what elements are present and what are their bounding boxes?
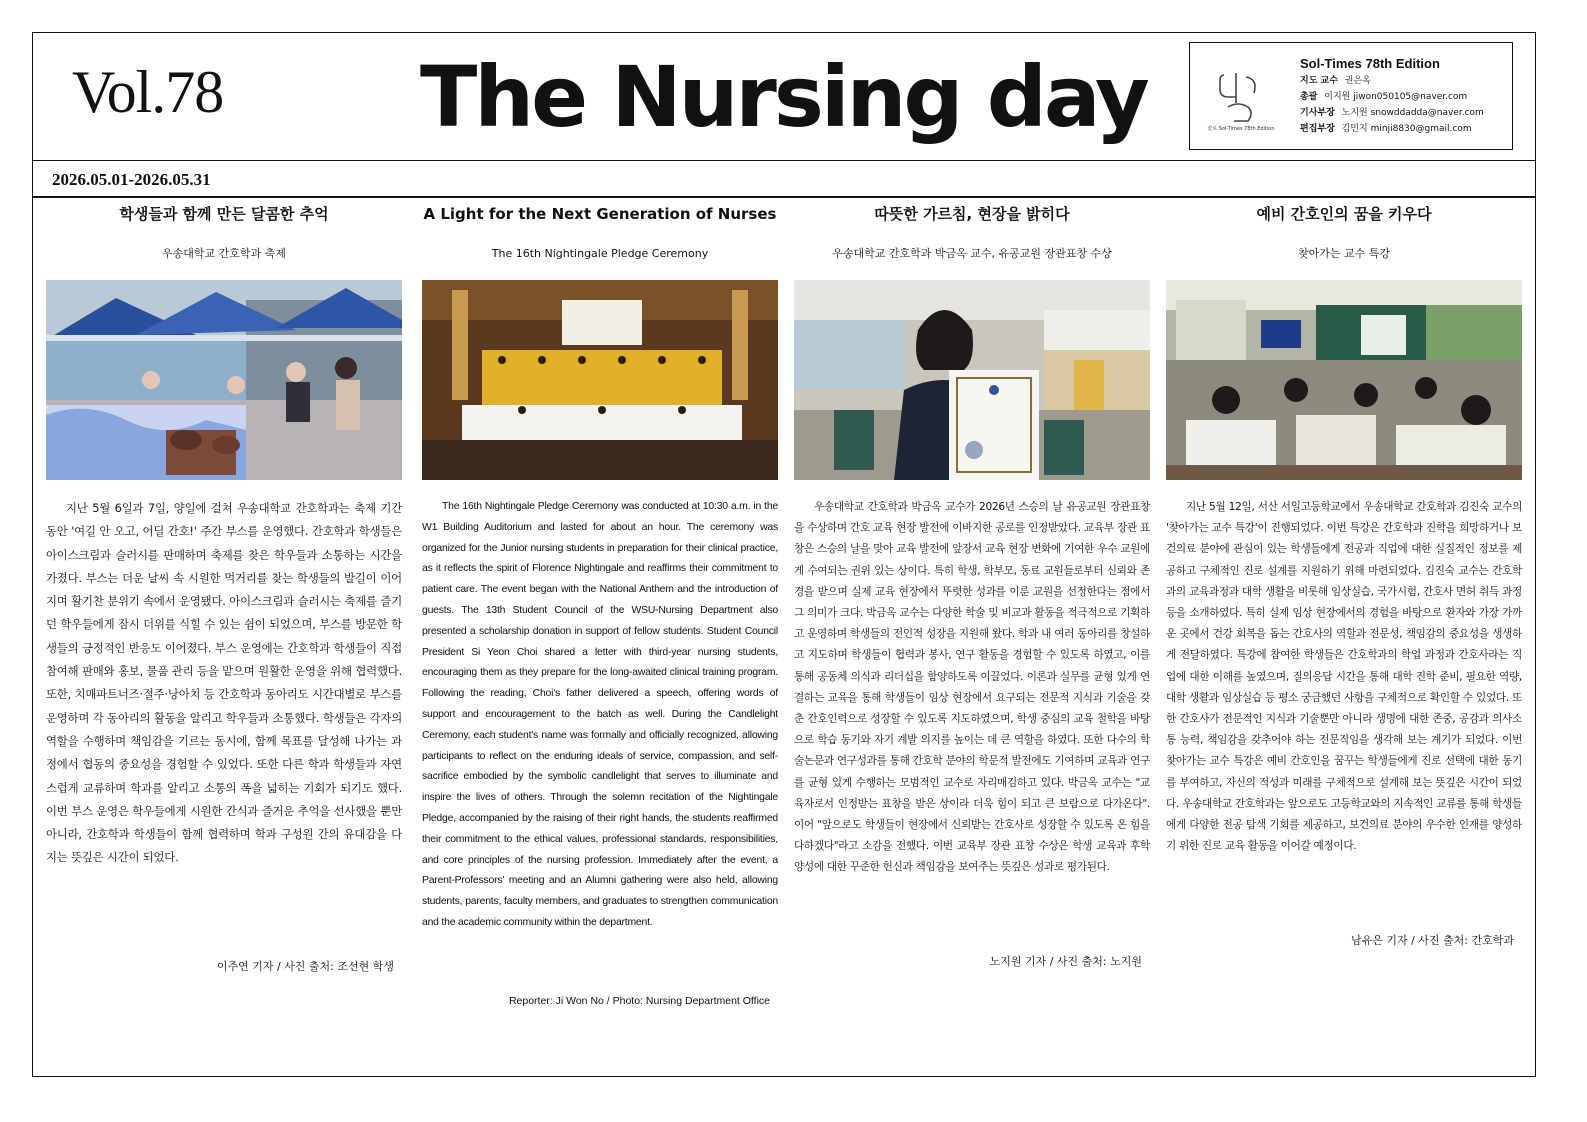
masthead-divider <box>32 160 1536 161</box>
staff-name: 이지원 <box>1324 92 1351 102</box>
staff-role: 편집부장 <box>1300 124 1335 134</box>
staff-row <box>1300 73 1484 89</box>
edition-label: Sol-Times 78th Edition <box>1300 56 1440 71</box>
classroom-lecture-photo <box>1166 280 1522 480</box>
newsletter-logo-icon <box>1207 67 1275 135</box>
staff-name: 노지원 <box>1341 108 1368 118</box>
article-body: 우송대학교 간호학과 박금옥 교수가 2026년 스승의 날 유공교원 장관표창을 수상하며 간호 교육 현장 발전에 이바지한 공로를 인정받았다. 교육부 장관 표창은 스승의 날을 맞아 교육 발전에 앞장서 교육 현장 변화에 기여한 우수 교원에게 수여되는 권위 있는 상이다. 특히 학생, 학부모, 동료 교원들로부터 신뢰와 존경을 받으며 실제 교육 현장에서 뚜렷한 성과를 이룬 교원을 선정한다는 점에서 그 의미가 크다. 박금옥 교수는 다양한 학술 및 비교과 활동을 적극적으로 기획하고 운영하며 학생들의 전인적 성장을 지원해 왔다. 학과 내 여러 동아리를 창설하고 지도하며 학생들이 협력과 봉사, 연구 활동을 경험할 수 있도록 하였고, 이를 통해 공동체 의식과 리더십을 함양하도록 이끌었다. 이론과 실무를 균형 있게 연결하는 교육을 통해 학생들이 임상 현장에서 요구되는 전문적 지식과 기술을 갖춘 간호인력으로 성장할 수 있도록 지도하였으며, 학생 중심의 교육 철학을 바탕으로 학습 동기와 자기 계발 의지를 높이는 데 큰 역할을 하였다. 또한 다수의 학술논문과 연구성과를 통해 간호학 분야의 학문적 발전에도 기여하며 교육과 연구를 균형 있게 수행하는 모범적인 교수로 자리매김하고 있다. 박금옥 교수는 "교육자로서 인정받는 표창을 받은 상이라 더욱 힘이 되고 큰 보람으로 다가온다". 이어 "앞으로도 학생들이 현장에서 신뢰받는 간호사로 성장할 수 있도록 온 힘을 다하겠다"라고 소감을 전했다. 이번 교육부 장관 표창 수상은 학생 교육과 후학 양성에 대한 꾸준한 헌신과 책임감을 보여주는 뜻깊은 성과로 평가된다. <box>794 501 1150 874</box>
staff-role: 기사부장 <box>1300 108 1335 118</box>
staff-row <box>1300 121 1484 137</box>
staff-name: 김민지 <box>1341 124 1368 134</box>
staff-name: 권은옥 <box>1344 76 1371 86</box>
date-divider <box>32 196 1536 198</box>
article-subhead: 우송대학교 간호학과 축제 <box>162 247 286 260</box>
article-body: 지난 5월 6일과 7일, 양일에 걸쳐 우송대학교 간호학과는 축제 기간 동안 '여길 안 오고, 어딜 간호!' 주간 부스를 운영했다. 간호학과 학생들은 아이스크림과 슬러시를 판매하며 축제를 찾은 학우들과 소통하는 시간을 가졌다. 부스는 더운 날씨 속 시원한 먹거리를 찾는 학생들의 발길이 이어지며 활기찬 분위기 속에서 운영됐다. 아이스크림과 슬러시는 축제를 즐기던 학우들에게 잠시 더위를 식힐 수 있는 쉼이 되었으며, 부스를 방문한 학생들의 긍정적인 반응도 이어졌다. 부스 운영에는 간호학과 학생들이 직접 참여해 판매와 홍보, 물품 관리 등을 맡으며 원활한 운영을 위해 협력했다. 또한, 치매파트너즈·절주·낭아치 등 간호학과 동아리도 시간대별로 부스를 운영하며 각 동아리의 활동을 알리고 학우들과 소통했다. 학생들은 각자의 역할을 수행하며 책임감을 기르는 동시에, 함께 목표를 달성해 나가는 과정에서 협동의 중요성을 경험할 수 있었다. 또한 다른 학과 학생들과 자연스럽게 교류하며 학과를 알리고 소통의 폭을 넓히는 기회가 되기도 했다. 이번 부스 운영은 학우들에게 시원한 간식과 즐거운 추억을 선사했을 뿐만 아니라, 간호학과 학생들이 함께 협력하며 학과 구성원 간의 유대감을 다지는 뜻깊은 시간이 되었다. <box>46 501 402 865</box>
article-subhead: 찾아가는 교수 특강 <box>1297 247 1390 260</box>
article-byline: Reporter: Ji Won No / Photo: Nursing Department Office <box>508 995 770 1007</box>
article-headline: 예비 간호인의 꿈을 키우다 <box>1256 205 1432 223</box>
article-body: 지난 5월 12일, 서산 서일고등학교에서 우송대학교 간호학과 김진숙 교수의 '찾아가는 교수 특강'이 진행되었다. 이번 특강은 간호학과 진학을 희망하거나 보건의료 분야에 관심이 있는 학생들에게 전공과 직업에 대한 실질적인 정보를 제공하고 구체적인 진로 설계를 지원하기 위해 마련되었다. 김진숙 교수는 간호학과의 교육과정과 대학 생활을 비롯해 임상실습, 국가시험, 간호사 면허 취득 과정 등을 소개하였다. 특히 실제 임상 현장에서의 경험을 바탕으로 환자와 가장 가까운 곳에서 건강 회복을 돕는 간호사의 역할과 전문성, 책임감의 중요성을 생생하게 전달하였다. 특강에 참여한 학생들은 간호학과의 학업 과정과 간호사라는 직업에 대한 이해를 높였으며, 질의응답 시간을 통해 대학 진학 준비, 필요한 역량, 대학 생활과 임상실습 등 평소 궁금했던 사항을 구체적으로 확인할 수 있었다. 또한 간호사가 전문적인 지식과 기술뿐만 아니라 생명에 대한 존중, 공감과 의사소통 능력, 책임감을 갖추어야 하는 전문직임을 생각해 보는 계기가 되었다. 이번 찾아가는 교수 특강은 예비 간호인을 꿈꾸는 학생들에게 진로 선택에 대한 동기를 부여하고, 자신의 적성과 미래를 구체적으로 설계해 보는 뜻깊은 시간이 되었다. 우송대학교 간호학과는 앞으로도 고등학교와의 지속적인 교류를 통해 학생들에게 다양한 전공 탐색 기회를 제공하고, 보건의료 분야의 우수한 인재를 양성하기 위한 진로 교육 활동을 이어갈 예정이다. <box>1166 501 1522 853</box>
article-body: The 16th Nightingale Pledge Ceremony was conducted at 10:30 a.m. in the W1 Building Auditorium and lasted for about an hour. The ceremony was organized for the Junior nursing students in preparation for their clinical practice, as it reflects the spirit of Florence Nightingale and reaffirms their commitment to patient care. The event began with the National Anthem and the introduction of guests. The 13th Student Council of the WSU-Nursing Department also presented a scholarship donation in support of fellow students. Student Council President Si Yeon Choi shared a letter with third-year nursing students, encouraging them as they prepare for the long-awaited clinical training program. Following the reading, Choi's father delivered a speech, offering words of support and encouragement to the batch as well. During the Candlelight Ceremony, each student's name was formally and officially recognized, allowing participants to reflect on the enduring ideals of service, compassion, and self-sacrifice embodied by the symbolic candlelight that serves to illuminate and inspire the lives of others. Through the solemn recitation of the Nightingale Pledge, accompanied by the raising of their right hands, the students reaffirmed their commitment to the ethical values, professional standards, responsibilities, and core principles of the nursing profession. Immediately after the event, a Parent-Professors' meeting and an Alumni gathering were also held, allowing students, parents, faculty members, and graduates to strengthen communication and the academic community within the department. <box>422 501 778 928</box>
volume-number: Vol.78 <box>72 59 224 125</box>
staff-box <box>1189 42 1513 150</box>
staff-email[interactable]: jiwon050105@naver.com <box>1353 92 1468 102</box>
logo-caption: 슬로 Sol-Times 78th Edition <box>1207 126 1275 132</box>
article-headline: 따뜻한 가르침, 현장을 밝히다 <box>874 205 1070 223</box>
newspaper-title: The Nursing day <box>420 48 1147 146</box>
article-byline: 노지원 기자 / 사진 출처: 노지원 <box>989 955 1142 968</box>
article-byline: 이주연 기자 / 사진 출처: 조선현 학생 <box>216 960 394 973</box>
staff-info <box>1300 55 1484 137</box>
article-headline: A Light for the Next Generation of Nurses <box>423 205 777 223</box>
festival-booth-photo <box>46 280 402 480</box>
staff-row <box>1300 89 1484 105</box>
article-subhead: The 16th Nightingale Pledge Ceremony <box>491 247 709 260</box>
article-subhead: 우송대학교 간호학과 박금옥 교수, 유공교원 장관표창 수상 <box>832 247 1112 260</box>
staff-email[interactable]: minji8830@gmail.com <box>1370 124 1472 134</box>
staff-row <box>1300 105 1484 121</box>
pledge-ceremony-photo <box>422 280 778 480</box>
article-byline: 남유은 기자 / 사진 출처: 간호학과 <box>1350 934 1514 947</box>
staff-role: 지도 교수 <box>1300 76 1338 86</box>
staff-role: 총괄 <box>1300 92 1318 102</box>
article-headline: 학생들과 함께 만든 달콤한 추억 <box>119 205 329 223</box>
award-professor-photo <box>794 280 1150 480</box>
staff-email[interactable]: snowddadda@naver.com <box>1370 108 1484 118</box>
issue-date-range: 2026.05.01-2026.05.31 <box>52 170 211 189</box>
